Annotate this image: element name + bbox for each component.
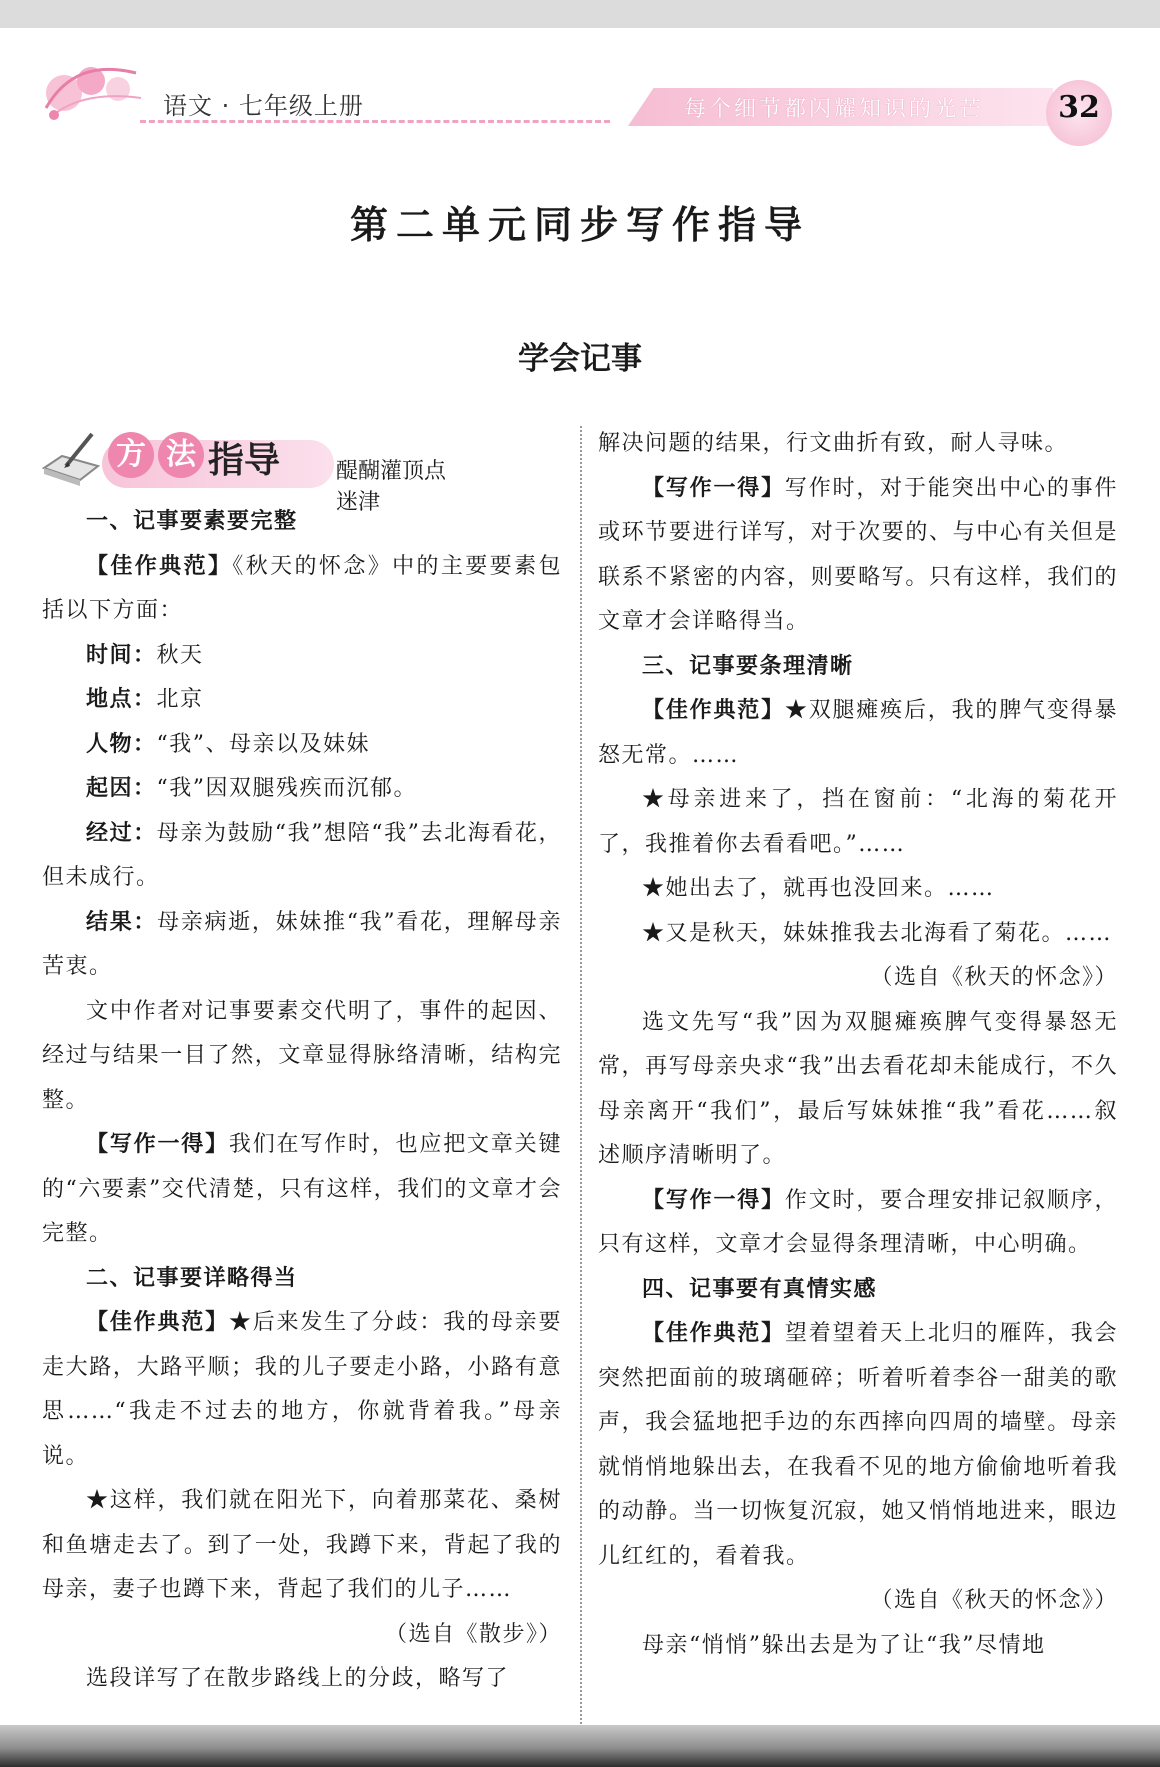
paragraph: 【佳作典范】★后来发生了分歧：我的母亲要走大路，大路平顺；我的儿子要走小路，小路有意思……“我走不过去的地方，你就背着我。”母亲说。 (42, 1310, 562, 1469)
source-note: （选自《散步》） (384, 1621, 562, 1647)
book-label: 语文 · 七年级上册 (163, 92, 364, 120)
paragraph: 选文先写“我”因为双腿瘫痪脾气变得暴怒无常，再写母亲央求“我”出去看花却未能成行，不久母亲离开“我们”，最后写妹妹推“我”看花……叙述顺序清晰明了。 (598, 1009, 1118, 1168)
header-divider (140, 120, 610, 123)
book-pen-icon (40, 428, 102, 486)
element-process: 经过：母亲为鼓励“我”想陪“我”去北海看花，但未成行。 (42, 820, 562, 890)
paragraph-tag: 【写作一得】 (642, 475, 785, 501)
right-column (598, 422, 1118, 1668)
paragraph-tag: 【佳作典范】 (642, 1321, 785, 1346)
paragraph-tag: 【佳作典范】 (86, 553, 233, 579)
element-place: 地点：北京 (86, 687, 204, 712)
source-note: （选自《秋天的怀念》） (870, 965, 1118, 990)
left-column (42, 500, 562, 1702)
element-cause: 起因：“我”因双腿残疾而沉郁。 (86, 776, 418, 801)
paragraph: ★又是秋天，妹妹推我去北海看了菊花。…… (642, 920, 1113, 946)
heading-3: 三、记事要条理清晰 (642, 653, 854, 679)
paragraph: 【佳作典范】望着望着天上北归的雁阵，我会突然把面前的玻璃砸碎；听着听着李谷一甜美的歌声，我会猛地把手边的东西摔向四周的墙壁。母亲就悄悄地躲出去，在我看不见的地方偷偷地听着我的动静。当一切恢复沉寂，她又悄悄地进来，眼边儿红红的，看着我。 (598, 1321, 1118, 1569)
source-note: （选自《秋天的怀念》） (870, 1588, 1118, 1613)
element-result: 结果：母亲病逝，妹妹推“我”看花，理解母亲苦衷。 (42, 909, 562, 979)
heading-1: 一、记事要素要完整 (86, 509, 298, 534)
paragraph: 解决问题的结果，行文曲折有致，耐人寻味。 (598, 431, 1069, 456)
heading-2: 二、记事要详略得当 (86, 1265, 298, 1291)
column-divider (580, 426, 582, 1736)
paragraph: ★她出去了，就再也没回来。…… (642, 876, 995, 901)
header-motto: 每个细节都闪耀知识的光芒 (684, 97, 985, 122)
paragraph-tag: 【写作一得】 (642, 1187, 785, 1213)
paragraph-tag: 【佳作典范】 (642, 698, 785, 723)
paragraph: ★母亲进来了，挡在窗前：“北海的菊花开了，我推着你去看看吧。”…… (598, 787, 1118, 857)
section-subtitle: 学会记事 (518, 341, 642, 377)
badge-char-fang: 方 (108, 432, 154, 478)
heading-4: 四、记事要有真情实感 (642, 1276, 878, 1302)
badge-note: 醍醐灌顶点迷津 (336, 459, 447, 515)
viewer-top-bar (0, 0, 1160, 28)
page-title: 第二单元同步写作指导 (349, 203, 810, 247)
paragraph: ★这样，我们就在阳光下，向着那菜花、桑树和鱼塘走去了。到了一处，我蹲下来，背起了我的母亲，妻子也蹲下来，背起了我们的儿子…… (42, 1488, 562, 1602)
paragraph: 【佳作典范】★双腿瘫痪后，我的脾气变得暴怒无常。…… (598, 698, 1118, 768)
floral-flourish-icon (36, 53, 146, 123)
paragraph: 【写作一得】写作时，对于能突出中心的事件或环节要进行详写，对于次要的、与中心有关但是联系不紧密的内容，则要略写。只有这样，我们的文章才会详略得当。 (598, 475, 1118, 634)
element-time: 时间：秋天 (86, 642, 204, 668)
paragraph: 【写作一得】作文时，要合理安排记叙顺序，只有这样，文章才会显得条理清晰，中心明确。 (598, 1187, 1118, 1257)
method-guide-badge (40, 428, 460, 515)
book-page (0, 28, 1160, 1725)
paragraph: 选段详写了在散步路线上的分歧，略写了 (86, 1666, 510, 1691)
badge-word: 指导 (208, 440, 281, 481)
paragraph: 文中作者对记事要素交代明了，事件的起因、经过与结果一目了然，文章显得脉络清晰，结构完整。 (42, 998, 562, 1113)
paragraph-tag: 【写作一得】 (86, 1132, 229, 1157)
paragraph: 【写作一得】我们在写作时，也应把文章关键的“六要素”交代清楚，只有这样，我们的文章才会完整。 (42, 1132, 562, 1246)
badge-char-fa: 法 (158, 432, 204, 478)
viewer-bottom-bar (0, 1725, 1160, 1767)
page-number: 32 (1058, 90, 1100, 125)
paragraph-tag: 【佳作典范】 (86, 1310, 229, 1335)
paragraph: 【佳作典范】《秋天的怀念》中的主要要素包括以下方面： (42, 553, 562, 623)
element-people: 人物：“我”、母亲以及妹妹 (86, 731, 371, 757)
paragraph: 母亲“悄悄”躲出去是为了让“我”尽情地 (642, 1632, 1046, 1658)
